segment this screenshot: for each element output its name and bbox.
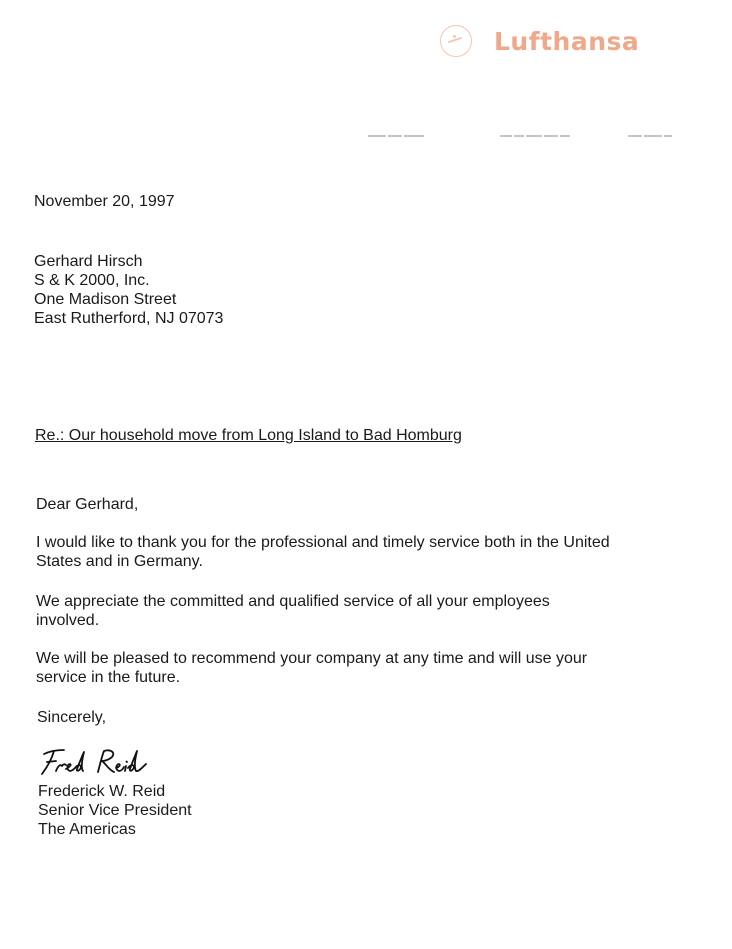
paragraph-line: service in the future. bbox=[36, 669, 181, 686]
salutation: Dear Gerhard, bbox=[36, 496, 139, 513]
paragraph-line: We will be pleased to recommend your company at any time and will use your bbox=[36, 650, 588, 667]
paragraph-line: States and in Germany. bbox=[36, 553, 203, 570]
recipient-city: East Rutherford, NJ 07073 bbox=[34, 310, 224, 327]
faint-header-mark bbox=[628, 131, 672, 141]
brand-name: Lufthansa bbox=[494, 26, 640, 56]
body-paragraph bbox=[36, 533, 610, 571]
sender-block bbox=[38, 782, 192, 839]
faint-header-mark bbox=[368, 131, 424, 141]
paragraph-line: involved. bbox=[36, 612, 100, 629]
recipient-name: Gerhard Hirsch bbox=[34, 253, 143, 270]
paragraph-line: I would like to thank you for the professional and timely service both in the United bbox=[36, 534, 610, 551]
sender-division: The Americas bbox=[38, 821, 136, 838]
crane-logo-icon bbox=[440, 25, 472, 57]
letter-date: November 20, 1997 bbox=[34, 193, 175, 210]
sender-name: Frederick W. Reid bbox=[38, 783, 166, 800]
subject-line: Re.: Our household move from Long Island to Bad Homburg bbox=[35, 427, 462, 444]
recipient-company: S & K 2000, Inc. bbox=[34, 272, 150, 289]
body-paragraph bbox=[36, 592, 550, 630]
body-paragraph bbox=[36, 649, 587, 687]
signature bbox=[38, 744, 150, 778]
closing: Sincerely, bbox=[37, 709, 107, 726]
paragraph-line: We appreciate the committed and qualified service of all your employees bbox=[36, 593, 550, 610]
recipient-street: One Madison Street bbox=[34, 291, 177, 308]
faint-header-mark bbox=[500, 131, 570, 141]
sender-title: Senior Vice President bbox=[38, 802, 192, 819]
recipient-address bbox=[34, 252, 223, 328]
letterhead bbox=[440, 24, 639, 58]
